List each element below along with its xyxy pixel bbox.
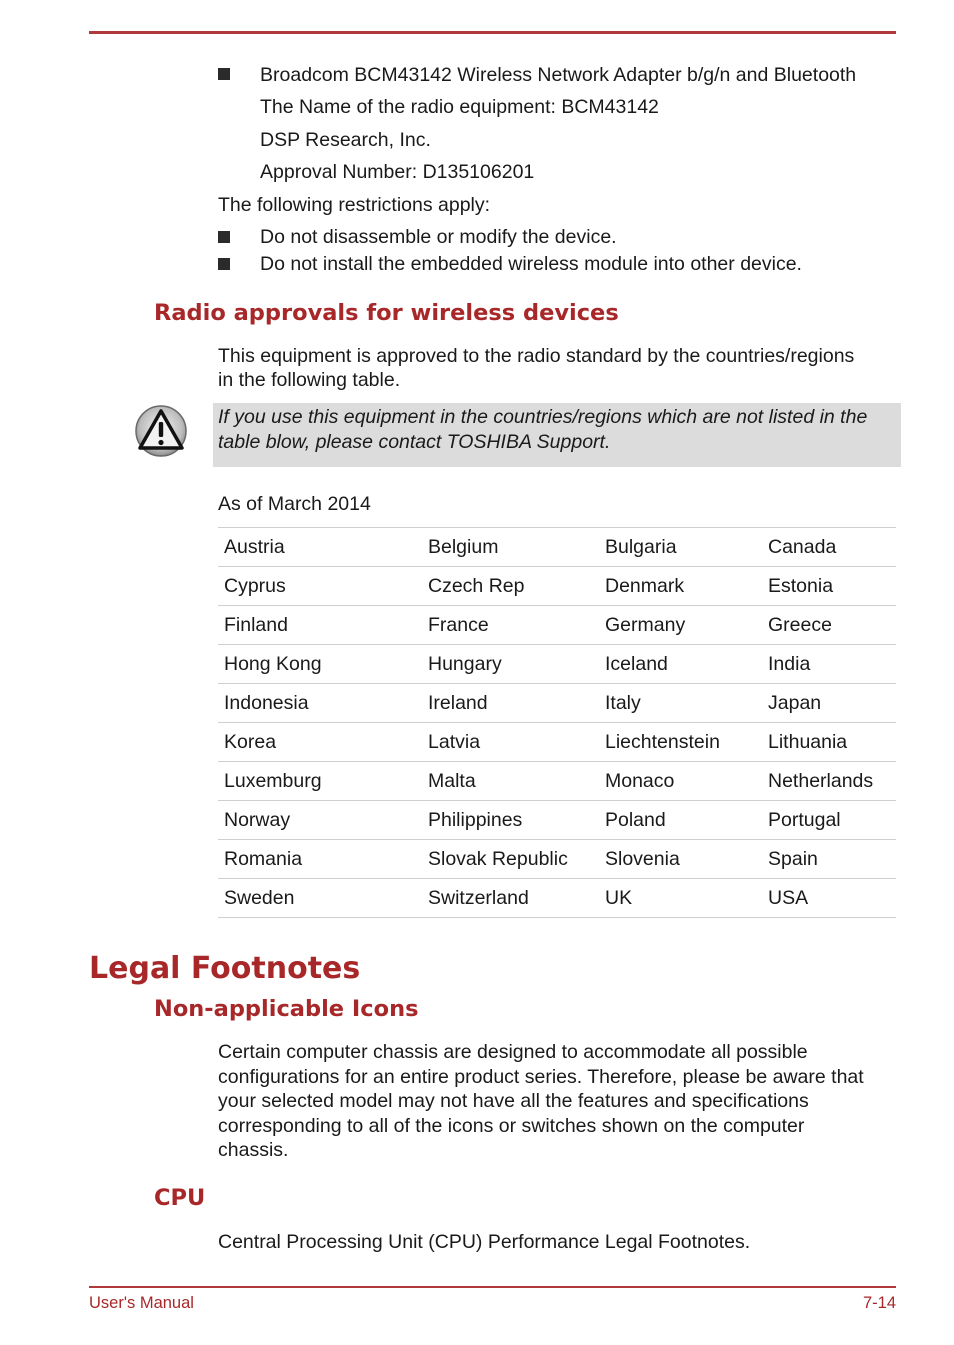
- table-cell: India: [762, 645, 896, 684]
- table-cell: Poland: [599, 801, 762, 840]
- non-applicable-para-line: corresponding to all of the icons or switches shown on the computer: [218, 1115, 805, 1137]
- bullet-marker: [218, 68, 230, 80]
- table-cell: Netherlands: [762, 762, 896, 801]
- section-heading-radio-approvals: Radio approvals for wireless devices: [154, 300, 619, 326]
- table-cell: Philippines: [422, 801, 599, 840]
- countries-table: [218, 527, 896, 918]
- table-cell: Liechtenstein: [599, 723, 762, 762]
- table-cell: Luxemburg: [218, 762, 422, 801]
- bullet-detail-radio-name: The Name of the radio equipment: BCM43142: [260, 96, 659, 118]
- table-cell: Spain: [762, 840, 896, 879]
- table-row: [218, 567, 896, 606]
- restriction-item: Do not disassemble or modify the device.: [260, 226, 617, 248]
- table-row: [218, 606, 896, 645]
- non-applicable-para-line: chassis.: [218, 1139, 289, 1161]
- table-cell: Finland: [218, 606, 422, 645]
- table-cell: Romania: [218, 840, 422, 879]
- table-cell: Italy: [599, 684, 762, 723]
- table-cell: Slovenia: [599, 840, 762, 879]
- table-row: [218, 801, 896, 840]
- table-cell: Sweden: [218, 879, 422, 918]
- table-cell: Germany: [599, 606, 762, 645]
- non-applicable-para-line: configurations for an entire product series. Therefore, please be aware that: [218, 1066, 864, 1088]
- non-applicable-para-line: your selected model may not have all the features and specifications: [218, 1090, 809, 1112]
- table-cell: Hong Kong: [218, 645, 422, 684]
- bullet-adapter-name: Broadcom BCM43142 Wireless Network Adapter b/g/n and Bluetooth: [260, 64, 857, 86]
- table-cell: Latvia: [422, 723, 599, 762]
- note-text: [218, 405, 902, 455]
- table-cell: Indonesia: [218, 684, 422, 723]
- table-cell: Iceland: [599, 645, 762, 684]
- table-cell: Austria: [218, 528, 422, 567]
- table-cell: Czech Rep: [422, 567, 599, 606]
- table-row: [218, 840, 896, 879]
- note-line: If you use this equipment in the countries/regions which are not listed in the: [218, 406, 868, 428]
- table-cell: Norway: [218, 801, 422, 840]
- table-cell: Lithuania: [762, 723, 896, 762]
- as-of-date: As of March 2014: [218, 493, 371, 515]
- note-box: [213, 403, 901, 467]
- table-cell: Estonia: [762, 567, 896, 606]
- table-cell: Switzerland: [422, 879, 599, 918]
- table-cell: Monaco: [599, 762, 762, 801]
- section-heading-non-applicable-icons: Non-applicable Icons: [154, 996, 419, 1022]
- table-row: [218, 645, 896, 684]
- table-cell: Bulgaria: [599, 528, 762, 567]
- table-cell: Cyprus: [218, 567, 422, 606]
- note-line: table blow, please contact TOSHIBA Support.: [218, 431, 611, 453]
- restrictions-intro: The following restrictions apply:: [218, 194, 491, 216]
- non-applicable-para-line: Certain computer chassis are designed to accommodate all possible: [218, 1041, 808, 1063]
- bullet-detail-company: DSP Research, Inc.: [260, 129, 431, 151]
- footer-page-number: 7-14: [862, 1294, 896, 1312]
- table-cell: Greece: [762, 606, 896, 645]
- bullet-marker: [218, 258, 230, 270]
- table-cell: UK: [599, 879, 762, 918]
- table-cell: Denmark: [599, 567, 762, 606]
- chapter-heading-legal-footnotes: Legal Footnotes: [89, 951, 361, 986]
- warning-icon: [134, 404, 188, 458]
- radio-para-line: in the following table.: [218, 369, 401, 391]
- cpu-para: Central Processing Unit (CPU) Performance Legal Footnotes.: [218, 1231, 751, 1253]
- header-rule: [89, 31, 896, 34]
- footer-rule: [89, 1286, 896, 1288]
- table-row: [218, 684, 896, 723]
- table-row: [218, 723, 896, 762]
- bullet-marker: [218, 231, 230, 243]
- table-cell: Malta: [422, 762, 599, 801]
- table-row: [218, 528, 896, 567]
- table-cell: Belgium: [422, 528, 599, 567]
- table-cell: Japan: [762, 684, 896, 723]
- restriction-item: Do not install the embedded wireless module into other device.: [260, 253, 802, 275]
- table-cell: France: [422, 606, 599, 645]
- table-cell: Canada: [762, 528, 896, 567]
- section-heading-cpu: CPU: [154, 1185, 206, 1211]
- table-row: [218, 762, 896, 801]
- table-cell: Hungary: [422, 645, 599, 684]
- table-row: [218, 879, 896, 918]
- footer-manual-title: User's Manual: [89, 1294, 194, 1312]
- bullet-detail-approval: Approval Number: D135106201: [260, 161, 535, 183]
- table-cell: Slovak Republic: [422, 840, 599, 879]
- table-cell: Portugal: [762, 801, 896, 840]
- table-cell: Korea: [218, 723, 422, 762]
- table-cell: Ireland: [422, 684, 599, 723]
- table-cell: USA: [762, 879, 896, 918]
- radio-para-line: This equipment is approved to the radio standard by the countries/regions: [218, 345, 855, 367]
